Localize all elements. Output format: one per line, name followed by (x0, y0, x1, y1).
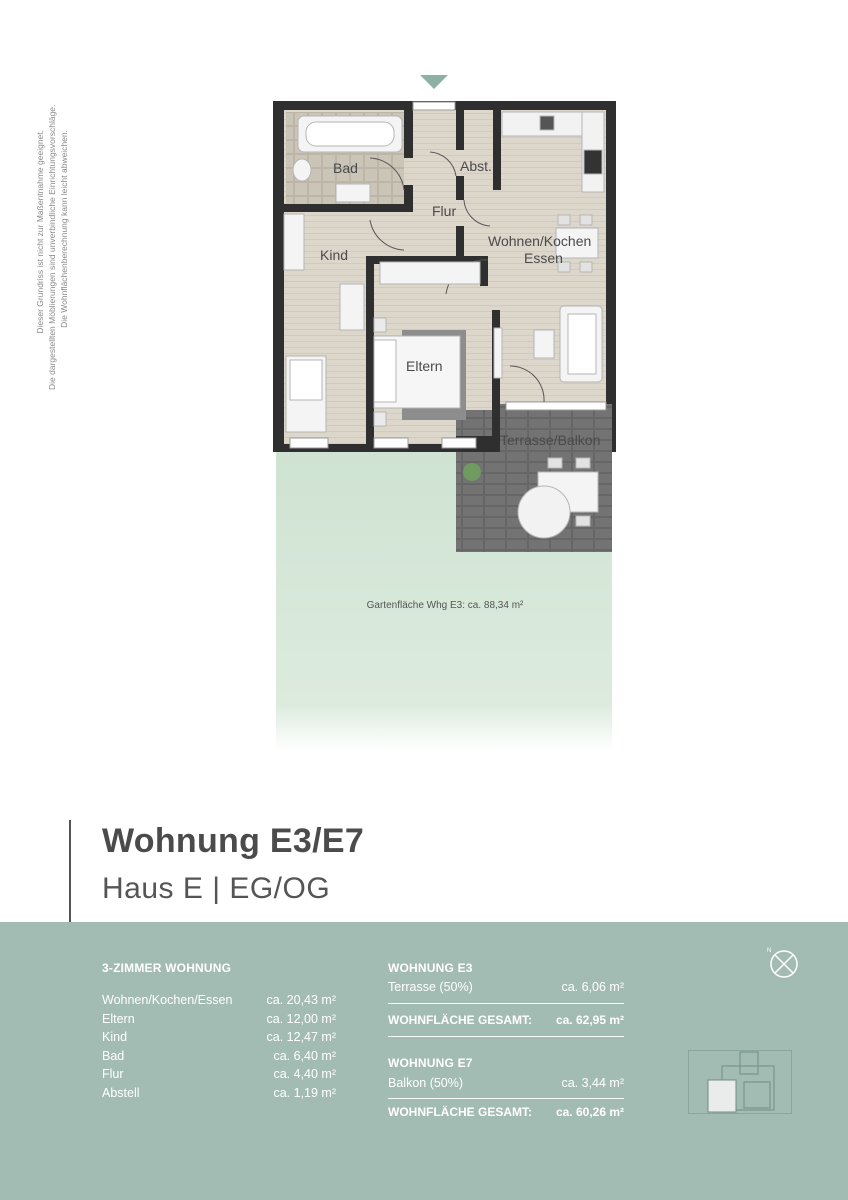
e7-row-value: ca. 3,44 m² (561, 1076, 624, 1090)
e3-row-label: Terrasse (50%) (388, 980, 473, 994)
compass-label: N (767, 948, 772, 954)
summary-row (102, 1049, 336, 1065)
e3-total-value: ca. 62,95 m² (555, 1013, 624, 1027)
summary-row (102, 993, 336, 1009)
e3-heading: WOHNUNG E3 (388, 961, 473, 975)
summary-row-value: ca. 20,43 m² (266, 993, 336, 1007)
compass-icon (766, 946, 800, 980)
garden-label: Gartenfläche Whg E3: ca. 88,34 m² (366, 600, 524, 611)
entrance-marker-icon (420, 75, 448, 89)
summary-row (102, 1086, 336, 1102)
e3-total-label: WOHNFLÄCHE GESAMT: (388, 1013, 532, 1027)
e3-divider-bottom (388, 1036, 624, 1037)
e7-total (388, 1105, 624, 1121)
e7-divider (388, 1098, 624, 1099)
summary-row-label: Flur (102, 1067, 124, 1081)
e7-total-value: ca. 60,26 m² (555, 1105, 624, 1119)
room-label-flur: Flur (432, 203, 457, 219)
summary-row-label: Kind (102, 1030, 128, 1044)
e3-total (388, 1013, 624, 1029)
summary-row-label: Eltern (102, 1012, 135, 1026)
summary-row-label: Wohnen/Kochen/Essen (102, 993, 233, 1007)
summary-row-label: Bad (102, 1049, 125, 1063)
e3-row-value: ca. 6,06 m² (561, 980, 624, 994)
e7-total-label: WOHNFLÄCHE GESAMT: (388, 1105, 532, 1119)
room-label-eltern: Eltern (406, 358, 443, 374)
summary-row-label: Abstell (102, 1086, 140, 1100)
room-label-abst: Abst. (460, 158, 492, 174)
e3-row (388, 980, 624, 996)
summary-heading: 3-ZIMMER WOHNUNG (102, 961, 232, 975)
summary-row (102, 1067, 336, 1083)
disclaimer-line-2: Die dargestellten Möblierungen sind unverbindliche Einrichtungsvorschläge. (47, 104, 57, 390)
page-title: Wohnung E3/E7 (102, 822, 365, 860)
disclaimer-line-3: Die Wohnflächenberechnung kann leicht abweichen. (59, 130, 69, 328)
summary-row-value: ca. 12,47 m² (266, 1030, 336, 1044)
page-subtitle: Haus E | EG/OG (102, 872, 331, 905)
site-keymap (688, 1050, 792, 1114)
summary-row-value: ca. 6,40 m² (273, 1049, 336, 1063)
room-label-bad: Bad (333, 160, 358, 176)
summary-row (102, 1012, 336, 1028)
room-label-kind: Kind (320, 247, 349, 263)
room-label-terrasse: Terrasse/Balkon (500, 432, 601, 448)
summary-row-value: ca. 4,40 m² (273, 1067, 336, 1081)
e3-divider-top (388, 1003, 624, 1004)
summary-row (102, 1030, 336, 1046)
e7-row-label: Balkon (50%) (388, 1076, 464, 1090)
e7-heading: WOHNUNG E7 (388, 1056, 473, 1070)
e7-row (388, 1076, 624, 1092)
room-label-wohnen: Wohnen/Kochen (488, 233, 592, 249)
disclaimer-line-1: Dieser Grundriss ist nicht zur Maßentnahme geeignet. (35, 130, 45, 334)
summary-row-value: ca. 1,19 m² (273, 1086, 336, 1100)
summary-row-value: ca. 12,00 m² (266, 1012, 336, 1026)
room-label-essen: Essen (524, 250, 563, 266)
